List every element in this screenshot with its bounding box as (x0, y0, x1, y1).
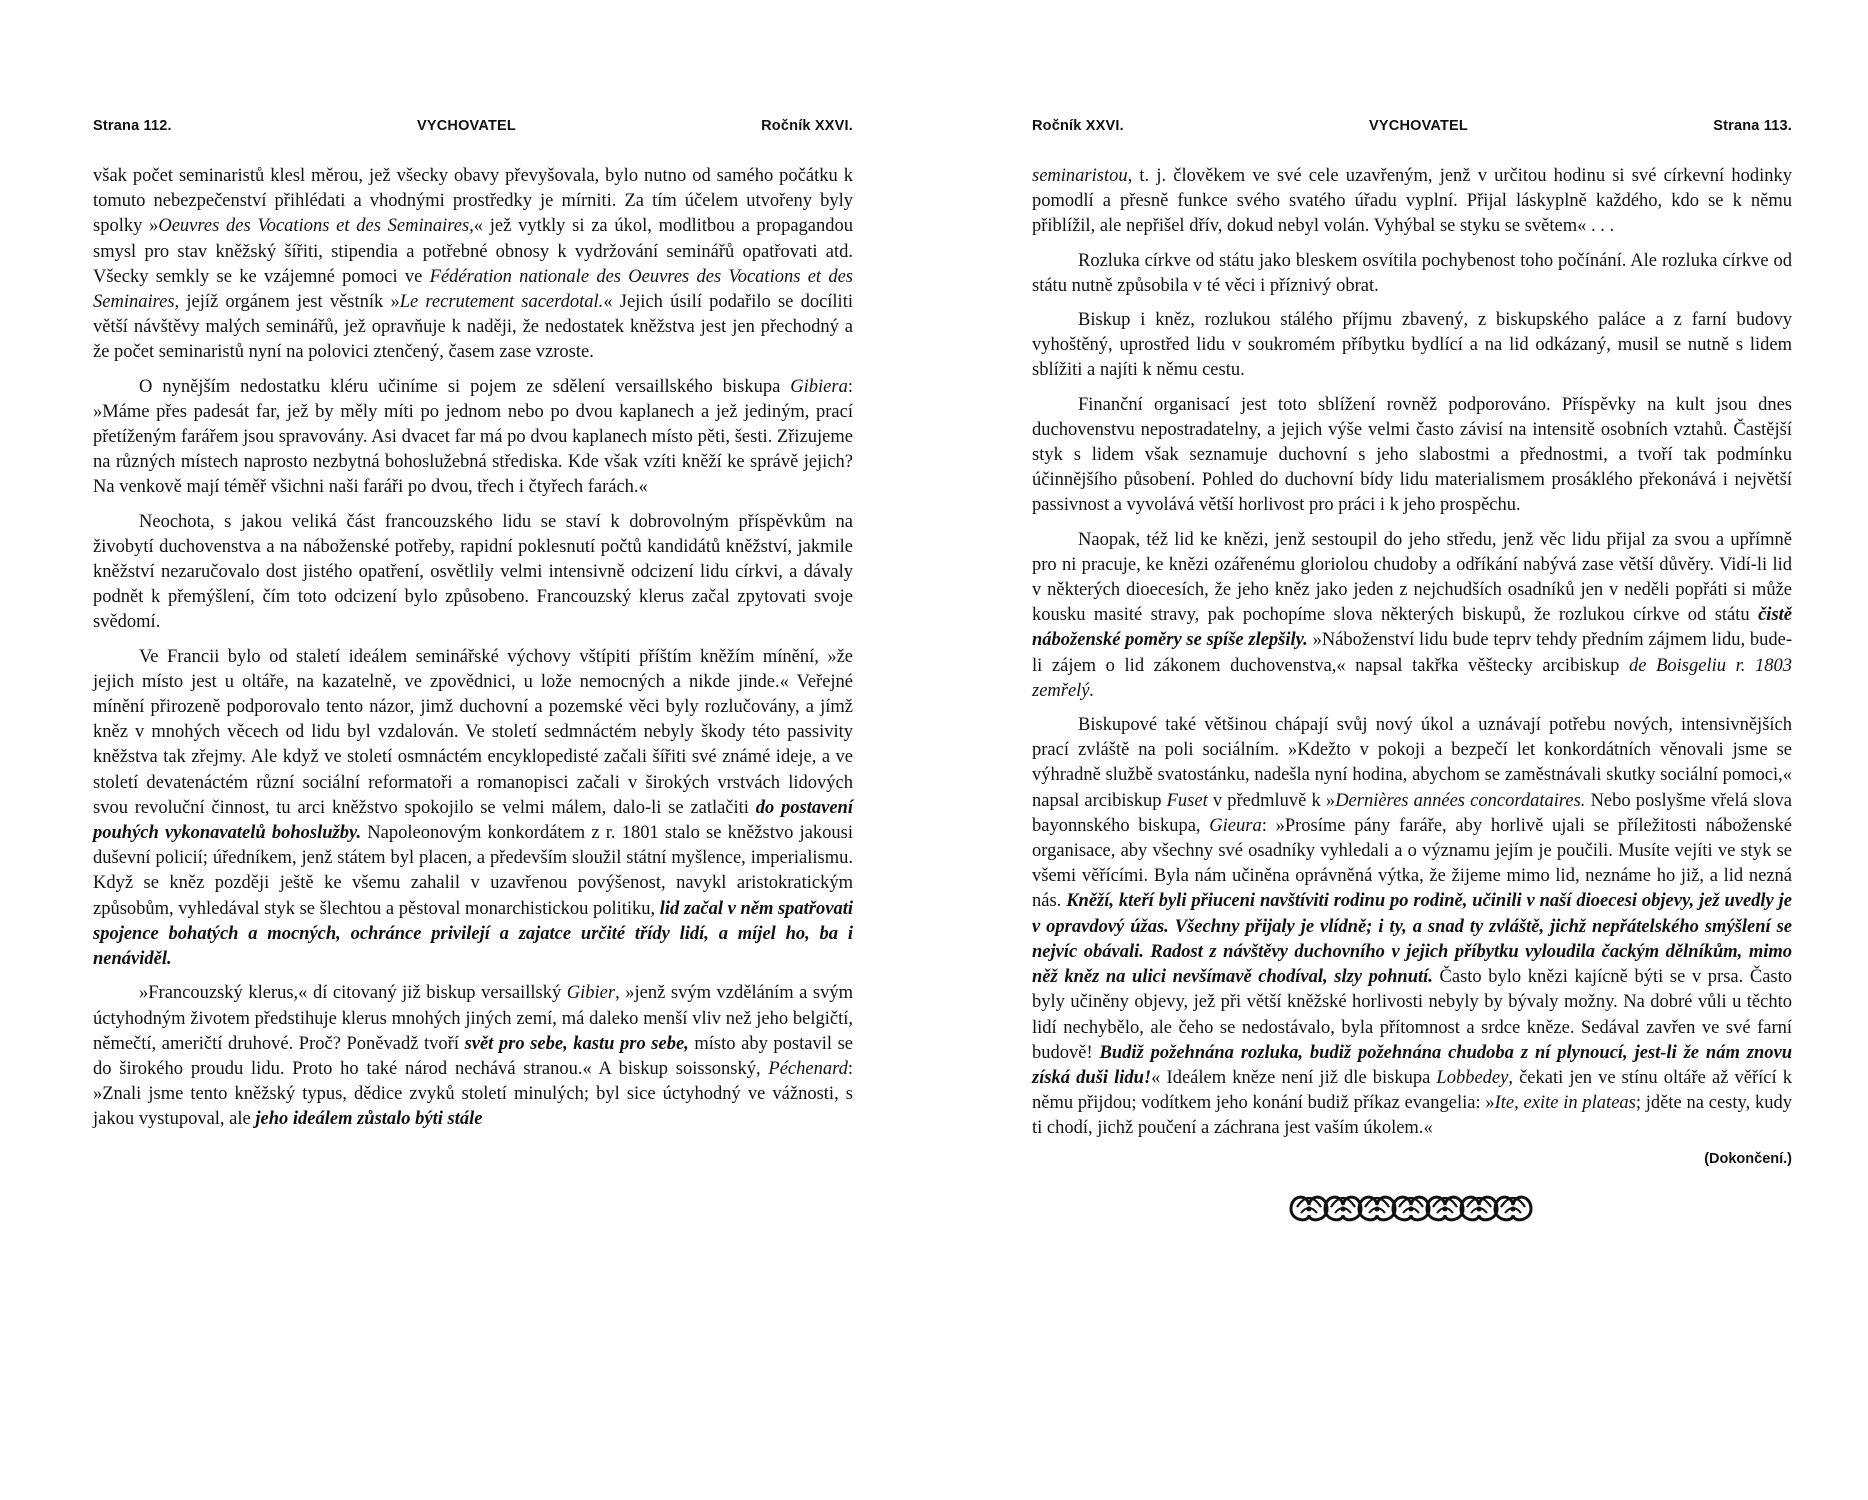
emphasis-run: Oeuvres des Vocations et des Seminaires, (158, 216, 474, 237)
right-volume: Ročník XXVI. (1032, 118, 1124, 134)
left-page-body (93, 164, 853, 1133)
ornament-icon (1287, 1187, 1537, 1227)
text-run: místo aby postavil se do širokého proudu lidu. Proto ho také národ nechává stranou.« A biskup soissonský, (93, 1033, 853, 1079)
paragraph (1032, 249, 1792, 299)
text-run: Napoleonovým konkordátem z r. 1801 stalo se kněžstvo jakousi duševní policií; úředníkem, jenž státem byl placen, a především sloužil státní myšlence, imperialismu. Když se kněz později ještě ke všemu zahalil v uzavřenou povýšenost, navykl aristokratickým způsobům, vyhledával styk se šlechtou a pěstoval monarchistickou politiku, (93, 823, 853, 919)
emphasis-run: Le recrutement sacerdotal. (399, 292, 604, 313)
paragraph (93, 164, 853, 366)
text-run: t. j. člověkem ve své cele uzavřeným, jenž v určitou hodinu si své církevní hodinky pomodlí a přesně funkce svého svatého úřadu vyplní. Přijal láskyplně každého, kdo se k němu přiblížil, ale nepřišel dřív, dokud nebyl volán. Vyhýbal se styku se světem« . . . (1032, 166, 1792, 237)
emphasis-run: seminaristou, (1032, 166, 1133, 186)
text-run: O nynějším nedostatku kléru učiníme si pojem ze sdělení versaillského biskupa (139, 376, 791, 397)
text-run: : »Prosíme pány faráře, aby horlivě ujali se příležitosti náboženské organisace, aby všechny své osadníky vyhledali a o významu jejím je poučili. Musíte vejíti ve styk se všemi věřícími. Byla nám učiněna oprávněná výtka, že žijeme mimo lid, neznáme ho již, a lid nezná nás. (1032, 815, 1792, 912)
text-run: však počet seminaristů klesl měrou, jež všecky obavy převyšovala, bylo nutno od samého počátku k tomuto nebezpečenství přihlédati a vhodnými prostředky je mírniti. Za tím účelem utvořeny byly spolky » (93, 166, 853, 237)
text-run: Ve Francii bylo od staletí ideálem seminářské výchovy vštípiti příštím kněžím mínění, »že jejich místo jest u oltáře, na kazatelně, ve zpovědnici, u lože nemocných a nikde jinde.« Veřejné mínění přirozeně podporovalo tento názor, jimž duchovní a pozemské věci byly rozlučovány, a jímž kněz v mnohých věcech od lidu byl vzdalován. Ve století sedmnáctém nebyly škody této passivity kněžstva tak zřejmy. Ale když ve století osmnáctém encyklopedisté začali šířiti své známé ideje, a ve století devatenáctém různí sociální reformatoři a romanopisci začali v širokých vrstvách lidových svou revoluční činnost, tu arci kněžstvo spokojilo se velmi málem, dalo-li se zatlačiti (93, 646, 853, 818)
paragraph (1032, 528, 1792, 704)
emphasis-run: čistě náboženské poměry se spíše zlepšily. (1032, 605, 1792, 651)
text-run: »Náboženství lidu bude teprv tehdy předním zájmem lidu, bude-li zájem o lid zákonem duchovenstva,« napsal takřka věštecky arcibiskup (1032, 630, 1792, 676)
emphasis-run: Lobbedey (1436, 1067, 1509, 1088)
paragraph (93, 375, 853, 501)
left-page-header (93, 118, 853, 140)
text-run: ; jděte na cesty, kudy ti chodí, jichž poučení a záchrana jest vaším úkolem.« (1032, 1093, 1792, 1139)
text-run: , »jenž svým vzděláním a svým úctyhodným životem předstihuje klerus mnohých jiných zemí, má daleko menší vliv než jeho belgičtí, němečtí, američtí druhové. Proč? Poněvadž tvoří (93, 983, 853, 1054)
right-page-body (1032, 164, 1792, 1142)
paragraph (93, 645, 853, 973)
emphasis-run: Gibiera (790, 376, 848, 397)
emphasis-run: Fuset (1166, 790, 1208, 811)
paragraph (1032, 393, 1792, 519)
text-run: , čekati jen ve stínu oltáře až věřící k němu přijdou; vodítkem jeho konání budiž příkaz evangelia: » (1032, 1067, 1792, 1114)
emphasis-run: jeho ideálem zůstalo býti stále (255, 1109, 483, 1130)
paragraph (1032, 164, 1792, 240)
text-run: Neochota, s jakou veliká část francouzského lidu se staví k dobrovolným příspěvkům na živobytí duchovenstva a na náboženské potřeby, rapidní poklesnutí počtů kandidátů kněžství, jakmile kněžství nezaručovalo dost jistého opatření, osvětlily velmi intensivně odcizení lidu církvi, a dávaly podnět k přemýšlení, čím toto odcizení bylo způsobeno. Francouzský klerus začal zpytovati svoje svědomí. (93, 511, 853, 633)
continuation-note: (Dokončení.) (1704, 1150, 1792, 1167)
text-run: : »Znali jsme tento kněžský typus, dědice zvyků století minulých; byl sice úctyhodný ve vážnosti, s jakou vystupoval, ale (93, 1058, 853, 1130)
emphasis-run: Budiž požehnána rozluka, budiž požehnána chudoba z ní plynoucí, jest-li že nám znovu získá duši lidu! (1032, 1042, 1792, 1088)
emphasis-run: Kněží, kteří byli přiuceni navštíviti rodinu po rodině, učinili v naší dioecesi objevy, jež uvedly je v opravdový úžas. Všechny přijaly je vlídně; i ty, a snad ty zvláště, jichž nepřátelského smýšlení se nejvíc obávali. Radost z návštěvy duchovního v jejich příbytku vyloudila čackým dělníkům, mimo něž kněz na ulici nevšímavě chodíval, slzy pohnutí. (1032, 891, 1792, 988)
emphasis-run: Fédération nationale des Oeuvres des Vocations et des Seminaires, (93, 266, 853, 313)
emphasis-run: svět pro sebe, kastu pro sebe, (464, 1033, 689, 1054)
emphasis-run: lid začal v něm spatřovati spojence bohatých a mocných, ochránce privilejí a zajatce určité třídy lidí, a míjel ho, ba i nenáviděl. (93, 898, 853, 970)
text-run: Často bylo knězi kajícně býti se v prsa. Často byly učiněny objevy, jež při větší kněžské horlivosti nebyly by bývaly možny. Na dobré vůli u těchto lidí nechybělo, ale čeho se nedostávalo, byla přítomnost a srdce kněze. Sedával zavřen ve své farní budově! (1032, 967, 1792, 1063)
emphasis-run: de Boisgeliu r. 1803 zemřelý. (1032, 655, 1792, 701)
text-run: Nebo poslyšme vřelá slova bayonnského biskupa, (1032, 790, 1792, 836)
paragraph (93, 510, 853, 636)
paragraph (1032, 713, 1792, 1141)
text-run: Finanční organisací jest toto sblížení rovněž podporováno. Příspěvky na kult jsou dnes duchovenstvu nepostradatelny, a jejich výše velmi často závisí na intensitě osobních vztahů. Častější styk s lidem však seznamuje duchovní s jeho slabostmi a přednostmi, a tvoří tak podmínku účinnějšího působení. Pohled do duchovní bídy lidu materialismem prosáklého překonává i největší passivnost a vyvolává větší horlivost pro práci i k jeho prospěchu. (1032, 394, 1792, 516)
text-run: Rozluka církve od státu jako bleskem osvítila pochybenost toho počínání. Ale rozluka církve od státu nutně způsobila v té věci i příznivý obrat. (1032, 250, 1792, 296)
text-run: « Ideálem kněze není již dle biskupa (1151, 1067, 1437, 1088)
right-journal-title: VYCHOVATEL (1369, 118, 1468, 134)
text-run: « jež vytkly si za úkol, modlitbou a propagandou smysl pro stav kněžský šířiti, stipendia a potřebné obnosy k vydržování seminářů opatřovati atd. Všecky semkly se ke vzájemné pomoci ve (93, 216, 853, 287)
text-run: : »Máme přes padesát far, jež by měly míti po jednom nebo po dvou kaplanech a jež jediným, prací přetíženým farářem jsou spravovány. Asi dvacet far má po dvou kaplanech místo pěti, šesti. Zřizujeme na různých místech naprosto nezbytná bohoslužebná střediska. Kde však vzíti kněží ke správě jejich? Na venkově mají téměř všichni naši faráři po dvou, třech i čtyřech farách.« (93, 376, 853, 498)
emphasis-run: Gibier (566, 983, 616, 1004)
floral-tailpiece-ornament (1032, 1187, 1792, 1227)
text-run: v předmluvě k » (1207, 790, 1336, 811)
emphasis-run: Ite, exite in plateas (1494, 1093, 1636, 1114)
text-run: Biskupové také většinou chápají svůj nový úkol a uznávají potřebu nových, intensivnějších prací zvláště na poli sociálním. »Kdežto v pokoji a bezpečí let konkordátních věnovali jsme se výhradně službě svatostánku, nadešla nyní hodina, abychom se zaměstnávali skutky sociální pomoci,« napsal arcibiskup (1032, 715, 1792, 811)
left-volume: Ročník XXVI. (761, 118, 853, 134)
text-run: »Francouzský klerus,« dí citovaný již biskup versaillský (139, 983, 567, 1004)
text-run: « Jejich úsilí podařilo se docíliti větší návštěvy malých seminářů, jež opravňuje k naději, že nedostatek kněžstva jest jen přechodný a že počet seminaristů nyní na polovici ztenčený, časem zase vzroste. (93, 292, 853, 363)
left-page (93, 118, 853, 1142)
emphasis-run: Péchenard (768, 1058, 848, 1079)
left-journal-title: VYCHOVATEL (416, 118, 516, 134)
right-page-header (1032, 118, 1792, 140)
left-page-number: Strana 112. (93, 118, 172, 134)
text-run: jejíž orgánem jest věstník » (179, 292, 400, 313)
paragraph (93, 981, 853, 1132)
text-run: Biskup i kněz, rozlukou stálého příjmu zbavený, z biskupského paláce a z farní budovy vyhoštěný, uprostřed lidu v soukromém příbytku bydlící a na lid odkázaný, musil se nutně s lidem sblížiti a najíti k němu cestu. (1032, 310, 1792, 381)
paragraph (1032, 308, 1792, 384)
emphasis-run: Dernières années concordataires. (1335, 790, 1586, 811)
emphasis-run: do postavení pouhých vykonavatelů bohoslužby. (93, 797, 853, 844)
right-page (1032, 118, 1792, 1227)
emphasis-run: Gieura (1209, 815, 1262, 836)
text-run: Naopak, též lid ke knězi, jenž sestoupil do jeho středu, jenž věc lidu přijal za svou a upřímně pro ni pracuje, ke knězi ozářenému gloriolou chudoby a odříkání nabývá zase větší důvěry. Vidí-li lid v některých dioecesích, že jeho kněz jako jeden z nejchudších osadníků jen v neděli popřáti si může kousku masité stravy, pak pochopíme slova některých biskupů, že rozlukou církve od státu (1032, 529, 1792, 626)
right-page-number: Strana 113. (1713, 118, 1792, 134)
